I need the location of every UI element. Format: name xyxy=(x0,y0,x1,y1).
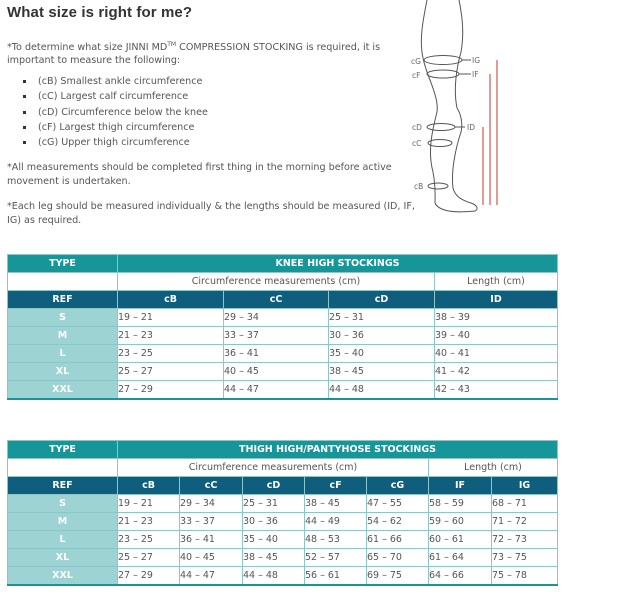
value-cell: 69 – 75 xyxy=(367,567,429,586)
table-row xyxy=(8,345,558,363)
IF-label: IF xyxy=(472,70,479,79)
value-cell: 40 – 45 xyxy=(180,549,243,567)
list-item: (cB) Smallest ankle circumference xyxy=(26,74,208,89)
value-cell: 44 – 49 xyxy=(305,513,367,531)
value-cell: 25 – 31 xyxy=(329,309,435,327)
size-cell: L xyxy=(8,531,118,549)
cC-ring xyxy=(428,140,452,147)
value-cell: 27 – 29 xyxy=(118,567,180,586)
value-cell: 33 – 37 xyxy=(224,327,329,345)
size-cell: XXL xyxy=(8,381,118,400)
value-cell: 21 – 23 xyxy=(118,327,224,345)
value-cell: 29 – 34 xyxy=(180,495,243,513)
table-row xyxy=(8,363,558,381)
value-cell: 19 – 21 xyxy=(118,495,180,513)
value-cell: 38 – 45 xyxy=(329,363,435,381)
size-cell: XL xyxy=(8,549,118,567)
col-header: cB xyxy=(118,477,180,495)
size-cell: S xyxy=(8,309,118,327)
value-cell: 44 – 47 xyxy=(224,381,329,400)
value-cell: 61 – 66 xyxy=(367,531,429,549)
value-cell: 38 – 39 xyxy=(435,309,558,327)
length-label: Length (cm) xyxy=(435,273,558,291)
value-cell: 39 – 40 xyxy=(435,327,558,345)
value-cell: 36 – 41 xyxy=(224,345,329,363)
size-cell: S xyxy=(8,495,118,513)
value-cell: 65 – 70 xyxy=(367,549,429,567)
value-cell: 60 – 61 xyxy=(429,531,492,549)
table-row xyxy=(8,567,558,586)
value-cell: 47 – 55 xyxy=(367,495,429,513)
each-leg-note: *Each leg should be measured individually & the lengths should be measured (ID, IF, IG) as required. xyxy=(7,201,415,226)
value-cell: 35 – 40 xyxy=(243,531,305,549)
size-cell: M xyxy=(8,327,118,345)
value-cell: 33 – 37 xyxy=(180,513,243,531)
table-row xyxy=(8,495,558,513)
value-cell: 38 – 45 xyxy=(243,549,305,567)
list-item: (cC) Largest calf circumference xyxy=(26,89,208,104)
value-cell: 54 – 62 xyxy=(367,513,429,531)
knee-high-table xyxy=(7,254,558,400)
col-header: cD xyxy=(329,291,435,309)
ID-label: ID xyxy=(467,123,475,132)
type-header: TYPE xyxy=(8,441,118,459)
value-cell: 52 – 57 xyxy=(305,549,367,567)
value-cell: 41 – 42 xyxy=(435,363,558,381)
value-cell: 36 – 41 xyxy=(180,531,243,549)
value-cell: 29 – 34 xyxy=(224,309,329,327)
value-cell: 25 – 27 xyxy=(118,363,224,381)
leg-measurement-diagram xyxy=(405,0,515,220)
type-header: TYPE xyxy=(8,255,118,273)
table-row xyxy=(8,309,558,327)
cC-label: cC xyxy=(412,139,422,148)
value-cell: 75 – 78 xyxy=(492,567,558,586)
value-cell: 40 – 45 xyxy=(224,363,329,381)
list-item: (cD) Circumference below the knee xyxy=(26,105,208,120)
table-row xyxy=(8,381,558,400)
cF-label: cF xyxy=(412,71,421,80)
value-cell: 38 – 45 xyxy=(305,495,367,513)
list-item: (cF) Largest thigh circumference xyxy=(26,120,208,135)
value-cell: 35 – 40 xyxy=(329,345,435,363)
value-cell: 73 – 75 xyxy=(492,549,558,567)
value-cell: 48 – 53 xyxy=(305,531,367,549)
intro-before: *To determine what size JINNI MD xyxy=(7,42,168,54)
col-header: cC xyxy=(180,477,243,495)
col-header: cC xyxy=(224,291,329,309)
col-header: cF xyxy=(305,477,367,495)
trademark: TM xyxy=(167,41,177,48)
value-cell: 30 – 36 xyxy=(329,327,435,345)
value-cell: 25 – 31 xyxy=(243,495,305,513)
value-cell: 23 – 25 xyxy=(118,345,224,363)
value-cell: 42 – 43 xyxy=(435,381,558,400)
ref-header: REF xyxy=(8,291,118,309)
morning-note: *All measurements should be completed first thing in the morning before active movement is undertaken. xyxy=(7,162,392,187)
value-cell: 21 – 23 xyxy=(118,513,180,531)
table-row xyxy=(8,531,558,549)
value-cell: 23 – 25 xyxy=(118,531,180,549)
cG-ring xyxy=(424,56,462,65)
leg-outline xyxy=(421,0,477,212)
size-cell: XXL xyxy=(8,567,118,586)
measurement-list xyxy=(26,74,208,150)
value-cell: 64 – 66 xyxy=(429,567,492,586)
knee-title: KNEE HIGH STOCKINGS xyxy=(118,255,558,273)
intro-text xyxy=(7,38,397,67)
value-cell: 30 – 36 xyxy=(243,513,305,531)
value-cell: 19 – 21 xyxy=(118,309,224,327)
cD-label: cD xyxy=(412,123,422,132)
value-cell: 59 – 60 xyxy=(429,513,492,531)
table-row xyxy=(8,549,558,567)
circ-label: Circumference measurements (cm) xyxy=(118,273,435,291)
value-cell: 44 – 48 xyxy=(243,567,305,586)
size-cell: M xyxy=(8,513,118,531)
size-cell: L xyxy=(8,345,118,363)
cB-ring xyxy=(428,183,448,189)
value-cell: 58 – 59 xyxy=(429,495,492,513)
value-cell: 68 – 71 xyxy=(492,495,558,513)
col-header: ID xyxy=(435,291,558,309)
value-cell: 72 – 73 xyxy=(492,531,558,549)
ref-header: REF xyxy=(8,477,118,495)
thigh-title: THIGH HIGH/PANTYHOSE STOCKINGS xyxy=(118,441,558,459)
page-title: What size is right for me? xyxy=(7,4,193,21)
cF-ring xyxy=(427,70,459,78)
col-header: IF xyxy=(429,477,492,495)
cB-label: cB xyxy=(414,182,424,191)
value-cell: 27 – 29 xyxy=(118,381,224,400)
value-cell: 44 – 47 xyxy=(180,567,243,586)
circ-label: Circumference measurements (cm) xyxy=(118,459,429,477)
table-row xyxy=(8,327,558,345)
value-cell: 40 – 41 xyxy=(435,345,558,363)
value-cell: 44 – 48 xyxy=(329,381,435,400)
thigh-high-table xyxy=(7,440,558,586)
cD-ring xyxy=(427,124,455,131)
col-header: cD xyxy=(243,477,305,495)
size-cell: XL xyxy=(8,363,118,381)
value-cell: 56 – 61 xyxy=(305,567,367,586)
length-label: Length (cm) xyxy=(429,459,558,477)
intro-after: COMPRESSION STOCKING is required, it is important to measure the following: xyxy=(7,42,381,67)
value-cell: 61 – 64 xyxy=(429,549,492,567)
value-cell: 25 – 27 xyxy=(118,549,180,567)
col-header: IG xyxy=(492,477,558,495)
value-cell: 71 – 72 xyxy=(492,513,558,531)
col-header: cG xyxy=(367,477,429,495)
cG-label: cG xyxy=(411,57,421,66)
list-item: (cG) Upper thigh circumference xyxy=(26,135,208,150)
table-row xyxy=(8,513,558,531)
col-header: cB xyxy=(118,291,224,309)
IG-label: IG xyxy=(472,56,481,65)
